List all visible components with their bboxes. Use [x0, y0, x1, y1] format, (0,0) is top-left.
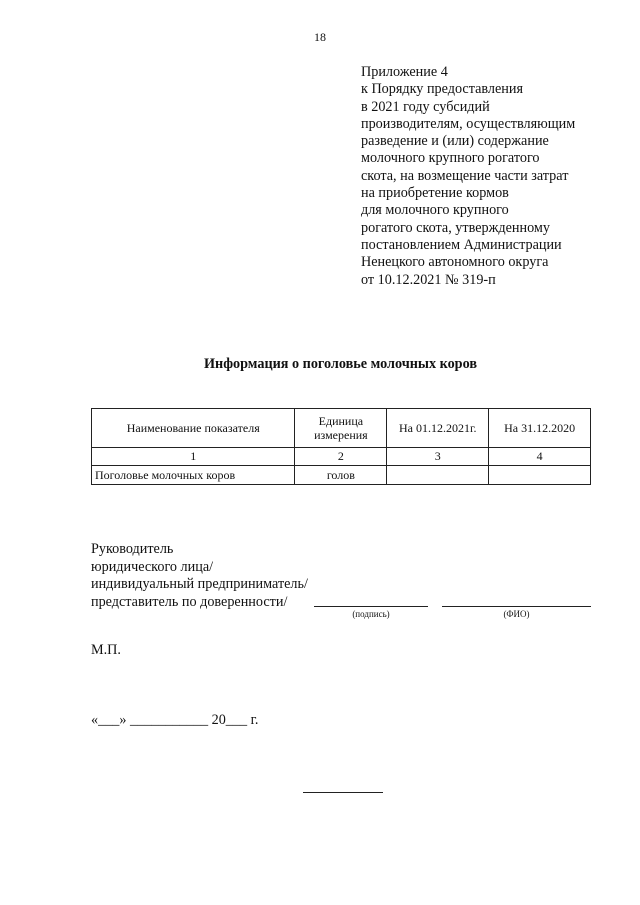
- livestock-table: [91, 408, 591, 485]
- name-caption: (ФИО): [503, 609, 530, 619]
- document-title: Информация о поголовье молочных коров: [204, 356, 477, 372]
- signature-caption: (подпись): [352, 609, 390, 619]
- signature-line[interactable]: [314, 606, 428, 607]
- header-indicator: Наименование показателя: [92, 409, 295, 448]
- page-number: 18: [314, 30, 326, 44]
- appendix-line: к Порядку предоставления: [361, 81, 523, 98]
- cell-indicator: Поголовье молочных коров: [92, 466, 295, 485]
- appendix-block: [361, 64, 611, 289]
- header-date2: На 31.12.2020: [489, 409, 591, 448]
- cell-unit: голов: [295, 466, 387, 485]
- stamp-label: М.П.: [91, 642, 121, 658]
- column-number: 2: [295, 448, 387, 466]
- date-line[interactable]: «___» ___________ 20___ г.: [91, 712, 259, 728]
- appendix-line: разведение и (или) содержание: [361, 133, 549, 150]
- signer-line: Руководитель: [91, 541, 174, 557]
- appendix-line: Приложение 4: [361, 64, 448, 80]
- appendix-line: в 2021 году субсидий: [361, 98, 490, 115]
- appendix-line: молочного крупного рогатого: [361, 150, 540, 167]
- column-number: 1: [92, 448, 295, 466]
- signer-line: юридического лица/: [91, 558, 214, 575]
- signer-block: [91, 541, 308, 611]
- column-number: 3: [387, 448, 489, 466]
- column-number-row: [92, 448, 591, 466]
- table-row: [92, 466, 591, 485]
- cell-date2-value[interactable]: [489, 466, 591, 485]
- column-number: 4: [489, 448, 591, 466]
- appendix-line: на приобретение кормов: [361, 185, 509, 202]
- table-header-row: [92, 409, 591, 448]
- signer-line: индивидуальный предприниматель/: [91, 576, 308, 593]
- name-line[interactable]: [442, 606, 591, 607]
- header-unit-line1: Единица: [318, 414, 364, 428]
- signer-line: представитель по доверенности/: [91, 593, 288, 610]
- appendix-line: рогатого скота, утвержденному: [361, 219, 550, 236]
- appendix-line: для молочного крупного: [361, 202, 509, 219]
- header-unit: [295, 409, 387, 448]
- cell-date1-value[interactable]: [387, 466, 489, 485]
- appendix-line: Ненецкого автономного округа: [361, 254, 549, 271]
- appendix-line: производителям, осуществляющим: [361, 115, 576, 132]
- end-divider: [303, 792, 383, 793]
- appendix-line: от 10.12.2021 № 319-п: [361, 271, 496, 288]
- header-date1: На 01.12.2021г.: [387, 409, 489, 448]
- appendix-line: постановлением Администрации: [361, 236, 562, 253]
- header-unit-line2: измерения: [314, 428, 368, 442]
- appendix-line: скота, на возмещение части затрат: [361, 167, 569, 184]
